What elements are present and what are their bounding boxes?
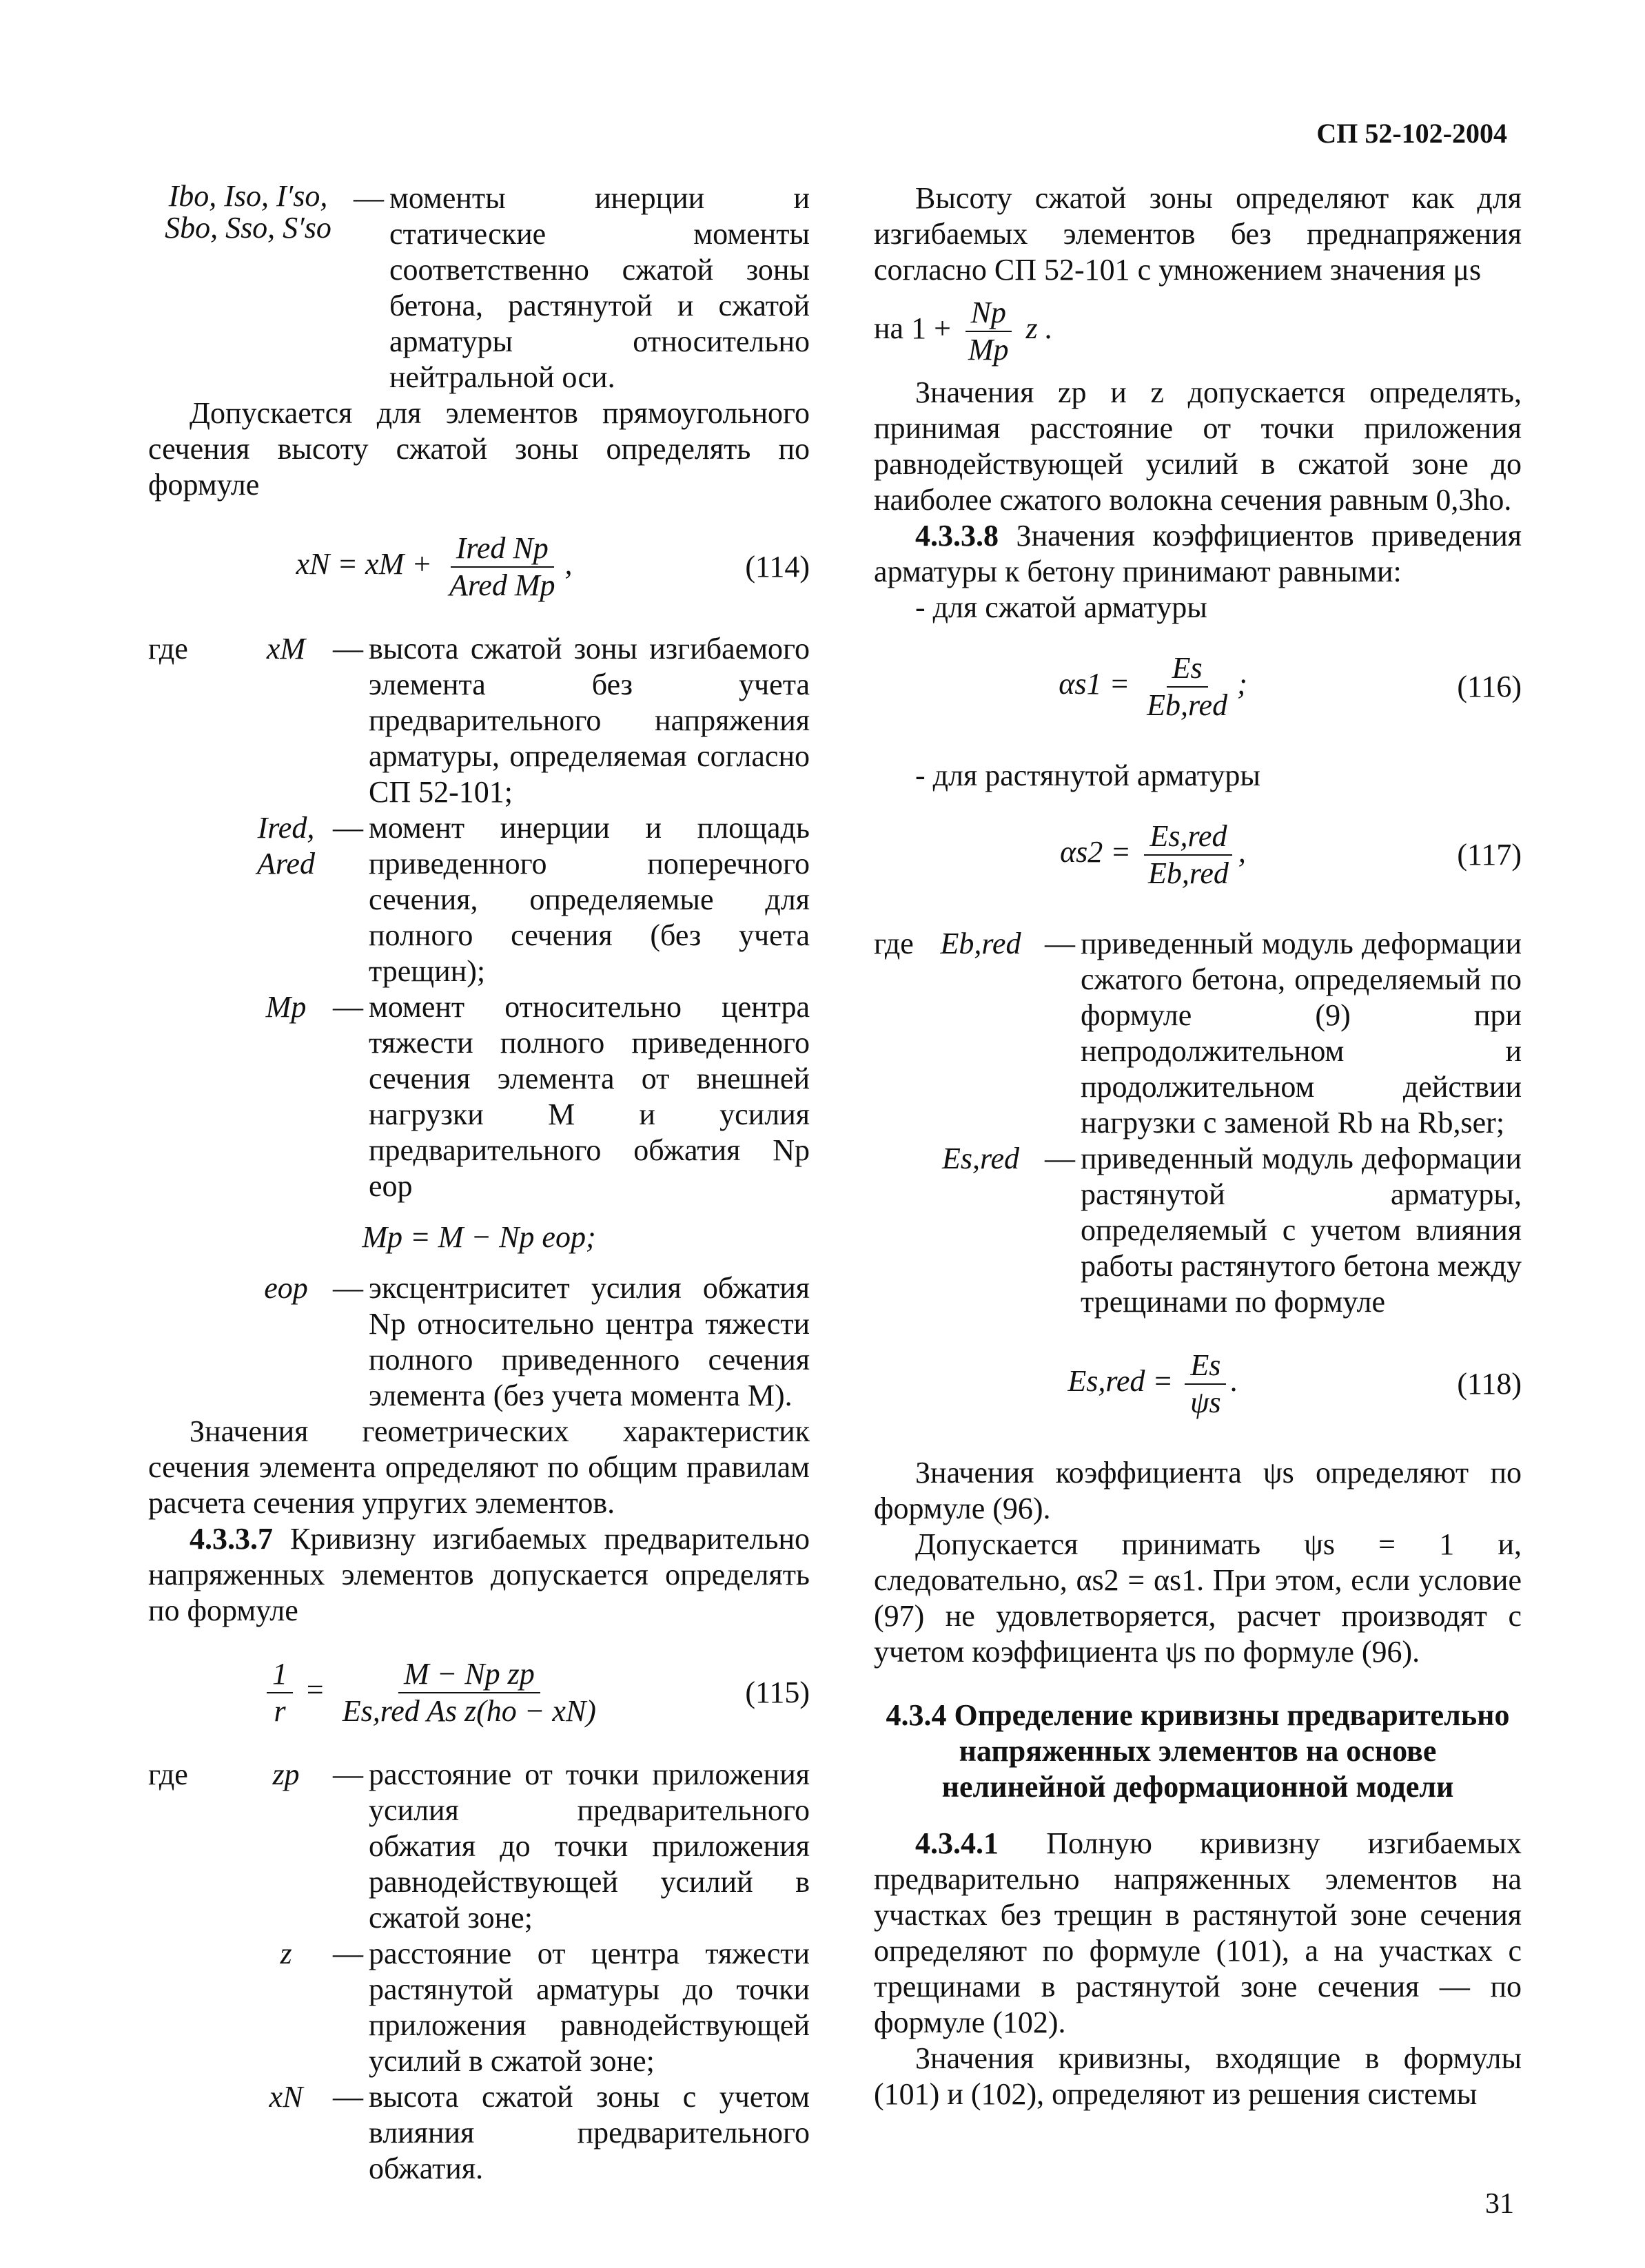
definition-row: где Eb,red — приведенный модуль деформации сжатого бетона, определяемый по формуле (9) при непродолжительном и продолжительном действии нагрузки с заменой Rb на Rb,ser; (874, 927, 1522, 1140)
formula-number: (116) (1457, 670, 1522, 703)
definition-symbols: Ibo, Iso, I′so, Sbo, Sso, S′so (165, 179, 331, 245)
paragraph: Значения геометрических характеристик сечения элемента определяют по общим правилам расчета сечения упругих элементов. (148, 1414, 810, 1520)
section-title: 4.3.4 Определение кривизны предварительно напряженных элементов на основе нелинейной деформационной модели (886, 1698, 1510, 1804)
paragraph-4-3-3-7: 4.3.3.7 Кривизну изгибаемых предварительно напряженных элементов допускается определять по формуле (148, 1522, 810, 1627)
definition-row: Ired, Ared — момент инерции и площадь приведенного поперечного сечения, определяемые для полного сечения (без учета трещин); (257, 811, 810, 988)
definition-row: eop — эксцентриситет усилия обжатия Np относительно центра тяжести полного приведенного сечения элемента (без учета момента M). (264, 1271, 810, 1412)
formula-inline-multiplier: на 1 + $\frac{Np}{Mp}$ z . (874, 296, 1053, 367)
paragraph: Значения кривизны, входящие в формулы (101) и (102), определяют из решения системы (874, 2041, 1522, 2111)
list-item: - для растянутой арматуры (915, 759, 1260, 792)
definition-row: где xM — высота сжатой зоны изгибаемого элемента без учета предварительного напряжения арматуры, определяемая согласно СП 52-101; (148, 632, 810, 809)
paragraph: Допускается для элементов прямоугольного сечения высоту сжатой зоны определять по формуле (148, 396, 810, 502)
definition-row: Mp — момент относительно центра тяжести полного приведенного сечения элемента от внешней нагрузки M и усилия предварительного обжатия Np eop (265, 990, 810, 1203)
paragraph: Значения zp и z допускается определять, принимая расстояние от точки приложения равнодействующей усилий в сжатой зоне до наиболее сжатого волокна сечения равным 0,3ho. (874, 375, 1522, 517)
definition-row: где zp — расстояние от точки приложения усилия предварительного обжатия до точки приложения равнодействующей усилий в сжатой зоне; (148, 1757, 810, 1935)
definition-text: моменты инерции и статические моменты соответственно сжатой зоны бетона, растянутой и сжатой арматуры относительно нейтральной оси. (389, 181, 810, 394)
standard-code-header: СП 52-102-2004 (1316, 118, 1507, 149)
paragraph-4-3-4-1: 4.3.4.1 Полную кривизну изгибаемых предварительно напряженных элементов на участках без трещин в растянутой зоне сечения определяют по формуле (101), а на участках с трещинами в растянутой зоне сечения — по формуле (102). (874, 1826, 1522, 2039)
right-column (874, 181, 1522, 2112)
formula-117: αs2 = $\frac{\text{Es,red}}{\text{Eb,red}}$ , (117) (1060, 819, 1522, 890)
page-number: 31 (1485, 2188, 1514, 2220)
formula-number: (115) (745, 1676, 810, 1709)
paragraph-4-3-3-8: 4.3.3.8 Значения коэффициентов приведения арматуры к бетону принимают равными: (874, 519, 1522, 588)
definition-moments: Ibo, Iso, I′so, Sbo, Sso, S′so — моменты инерции и статические моменты соответственно сжатой зоны бетона, растянутой и сжатой арматуры относительно нейтральной оси. (148, 181, 810, 395)
definition-row: xN — высота сжатой зоны с учетом влияния предварительного обжатия. (269, 2080, 810, 2185)
left-column (148, 181, 810, 2187)
formula-number: (118) (1457, 1367, 1522, 1401)
formula-number: (114) (745, 550, 810, 584)
formula-116: αs1 = $\frac{Es}{\text{Eb,red}}$ ; (116) (1059, 651, 1522, 722)
formula-mp: Mp = M − Np eop; (362, 1220, 596, 1254)
formula-114: xN = xM + $\frac{\text{Ired Np}}{\text{Ared Mp}}$ , (114) (296, 531, 810, 602)
definition-row: Es,red — приведенный модуль деформации растянутой арматуры, определяемый с учетом влияния работы растянутого бетона между трещинами по формуле (941, 1142, 1522, 1319)
list-item: - для сжатой арматуры (915, 590, 1207, 624)
paragraph: Значения коэффициента ψs определяют по формуле (96). (874, 1456, 1522, 1525)
paragraph: Высоту сжатой зоны определяют как для изгибаемых элементов без преднапряжения согласно СП 52-101 с умножением значения μs (874, 181, 1522, 287)
formula-number: (117) (1457, 838, 1522, 872)
formula-115: $\frac{1}{r}$ = $\frac{\text{M − Np zp}}{\text{Es,red As z(ho − xN)}}$ (115) (148, 1656, 810, 1729)
formula-118: Es,red = $\frac{Es}{\psi s}$ . (118) (1067, 1348, 1522, 1419)
paragraph: Допускается принимать ψs = 1 и, следовательно, αs2 = αs1. При этом, если условие (97) не удовлетворяется, расчет производят с учетом коэффициента ψs по формуле (96). (874, 1527, 1522, 1669)
definition-row: z — расстояние от центра тяжести растянутой арматуры до точки приложения равнодействующей усилий в сжатой зоне; (280, 1937, 810, 2078)
